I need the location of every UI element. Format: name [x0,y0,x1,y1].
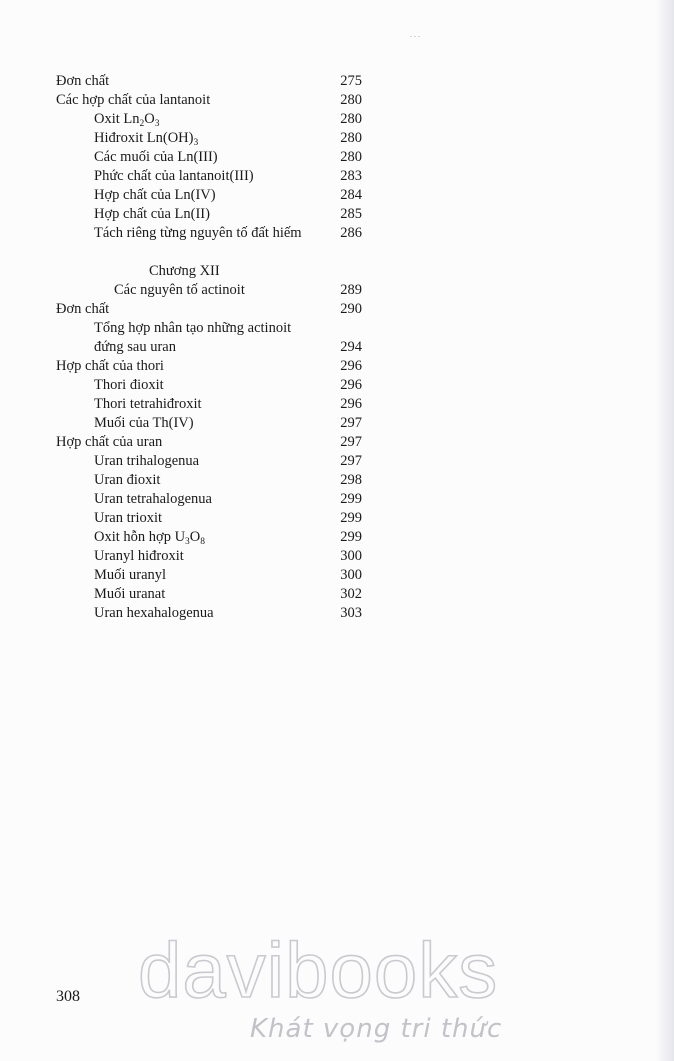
toc-entry[interactable] [56,300,362,319]
toc-entry-text: Hợp chất của Ln(IV) [94,187,216,203]
toc-entry-text: Đơn chất [56,73,110,89]
toc-entry-text: Tách riêng từng nguyên tố đất hiếm [94,225,302,241]
toc-entry[interactable] [56,395,362,414]
toc-page-number: 280 [340,92,362,108]
toc-page-number: 280 [340,130,362,146]
toc-entry-text: Hợp chất của uran [56,434,163,450]
toc-entry-label [94,471,160,490]
chapter-heading [56,262,362,281]
toc-entry-text: Uran hexahalogenua [94,605,214,621]
toc-entry-label [94,129,198,150]
toc-entry-label [94,395,202,414]
toc-page-number: 286 [340,225,362,241]
toc-entry-text: Các muối của Ln(III) [94,149,218,165]
toc-page-number: 300 [340,548,362,564]
formula-subscript: 2 [139,119,145,129]
toc-entry-label [94,167,254,186]
toc-entry-text: Muối của Th(IV) [94,415,194,431]
toc-entry[interactable] [56,205,362,224]
toc-entry-text: Uranyl hiđroxit [94,548,184,564]
chapter-title: Chương XII [149,263,220,279]
watermark-brand: davibooks [138,926,499,1014]
toc-entry-label [94,110,160,131]
toc-entry[interactable] [56,148,362,167]
toc-section-actinoids [56,300,362,623]
toc-page-number: 283 [340,168,362,184]
chapter-subtitle: Các nguyên tố actinoit [114,282,245,298]
toc-entry-label [94,604,214,623]
toc-entry-label [94,509,162,528]
toc-page-number: 296 [340,358,362,374]
toc-entry-text: đứng sau uran [94,339,176,355]
toc-page-number: 285 [340,206,362,222]
toc-entry-label [56,433,162,452]
toc-entry[interactable] [56,604,362,623]
toc-page-number: 297 [340,434,362,450]
toc-entry-text: O [144,111,155,127]
toc-page-number: 280 [340,111,362,127]
toc-entry[interactable] [56,547,362,566]
toc-entry-label [56,91,210,110]
toc-page-number: 289 [340,282,362,298]
toc-entry[interactable] [56,319,362,338]
toc-page-number: 297 [340,415,362,431]
toc-entry[interactable] [56,72,362,91]
toc-entry-label [94,490,212,509]
toc-entry-text: Đơn chất [56,301,110,317]
chapter-subtitle-row[interactable] [56,281,362,300]
toc-entry-text: Oxit hỗn hợp U [94,529,186,545]
toc-entry-text: O [189,529,201,545]
toc-entry-text: Uran đioxit [94,472,161,488]
toc-page-number: 297 [340,453,362,469]
toc-entry[interactable] [56,167,362,186]
toc-page-number: 284 [340,187,362,203]
davibooks-watermark-logo [134,925,554,1045]
toc-entry-label [94,452,199,471]
toc-entry[interactable] [56,471,362,490]
toc-entry-label [94,414,194,433]
toc-entry-text: Muối uranyl [94,567,167,583]
toc-entry-label [94,338,176,357]
toc-entry-label [94,376,164,395]
formula-subscript: 3 [185,537,190,547]
table-of-contents [56,72,362,623]
toc-page-number: 280 [340,149,362,165]
toc-entry-label [56,300,109,319]
toc-entry-text: Oxit Ln [94,111,140,127]
toc-entry-text: Tổng hợp nhân tạo những actinoit [94,320,292,336]
toc-page-number: 275 [340,73,362,89]
toc-page-number: 294 [340,339,362,355]
toc-entry[interactable] [56,566,362,585]
toc-entry-label [94,319,291,338]
toc-page-number: 296 [340,396,362,412]
toc-entry-text: Uran tetrahalogenua [94,491,212,507]
toc-entry[interactable] [56,509,362,528]
toc-entry[interactable] [56,433,362,452]
scan-marks: . . . [410,30,420,39]
toc-entry-label [56,72,109,91]
toc-entry[interactable] [56,224,362,243]
toc-entry-label [94,186,216,205]
toc-entry[interactable] [56,129,362,148]
toc-entry-text: Phức chất của lantanoit(III) [94,168,254,184]
toc-page-number: 296 [340,377,362,393]
toc-entry-label [94,585,165,604]
toc-entry-label [94,528,205,549]
toc-page-number: 299 [340,510,362,526]
toc-page-number: 303 [340,605,362,621]
formula-subscript: 3 [193,138,199,148]
toc-page-number: 300 [340,567,362,583]
toc-entry[interactable] [56,357,362,376]
page-edge-shadow [656,0,674,1061]
toc-entry-text: Hợp chất của thori [56,358,164,374]
toc-entry[interactable] [56,585,362,604]
toc-entry-label [94,547,184,566]
toc-entry-text: Hợp chất của Ln(II) [94,206,210,222]
watermark-tagline: Khát vọng tri thức [250,1014,503,1044]
toc-page-number: 302 [340,586,362,602]
formula-subscript: 3 [154,119,160,129]
toc-page-number: 290 [340,301,362,317]
toc-entry-label [94,205,210,224]
toc-entry-text: Muối uranat [94,586,166,602]
toc-entry-label [94,566,166,585]
toc-entry[interactable] [56,376,362,395]
toc-entry-label [56,357,164,376]
toc-entry-text: Uran trioxit [94,510,163,526]
toc-entry[interactable] [56,338,362,357]
toc-entry[interactable] [56,452,362,471]
page-number: 308 [56,988,80,1005]
toc-page-number: 299 [340,491,362,507]
toc-entry-label [94,224,302,243]
toc-page-number: 298 [340,472,362,488]
toc-entry[interactable] [56,528,362,547]
toc-entry[interactable] [56,490,362,509]
toc-entry[interactable] [56,414,362,433]
toc-entry-text: Các hợp chất của lantanoit [56,92,211,108]
toc-entry[interactable] [56,186,362,205]
toc-entry-text: Uran trihalogenua [94,453,200,469]
toc-entry[interactable] [56,91,362,110]
toc-entry-text: Thori tetrahiđroxit [94,396,202,412]
toc-entry-text: Hiđroxit Ln(OH) [94,130,194,146]
toc-section-lanthanoids [56,72,362,243]
toc-entry[interactable] [56,110,362,129]
toc-entry-text: Thori đioxit [94,377,164,393]
formula-subscript: 8 [200,537,206,547]
toc-page-number: 299 [340,529,362,545]
toc-entry-label [94,148,218,167]
